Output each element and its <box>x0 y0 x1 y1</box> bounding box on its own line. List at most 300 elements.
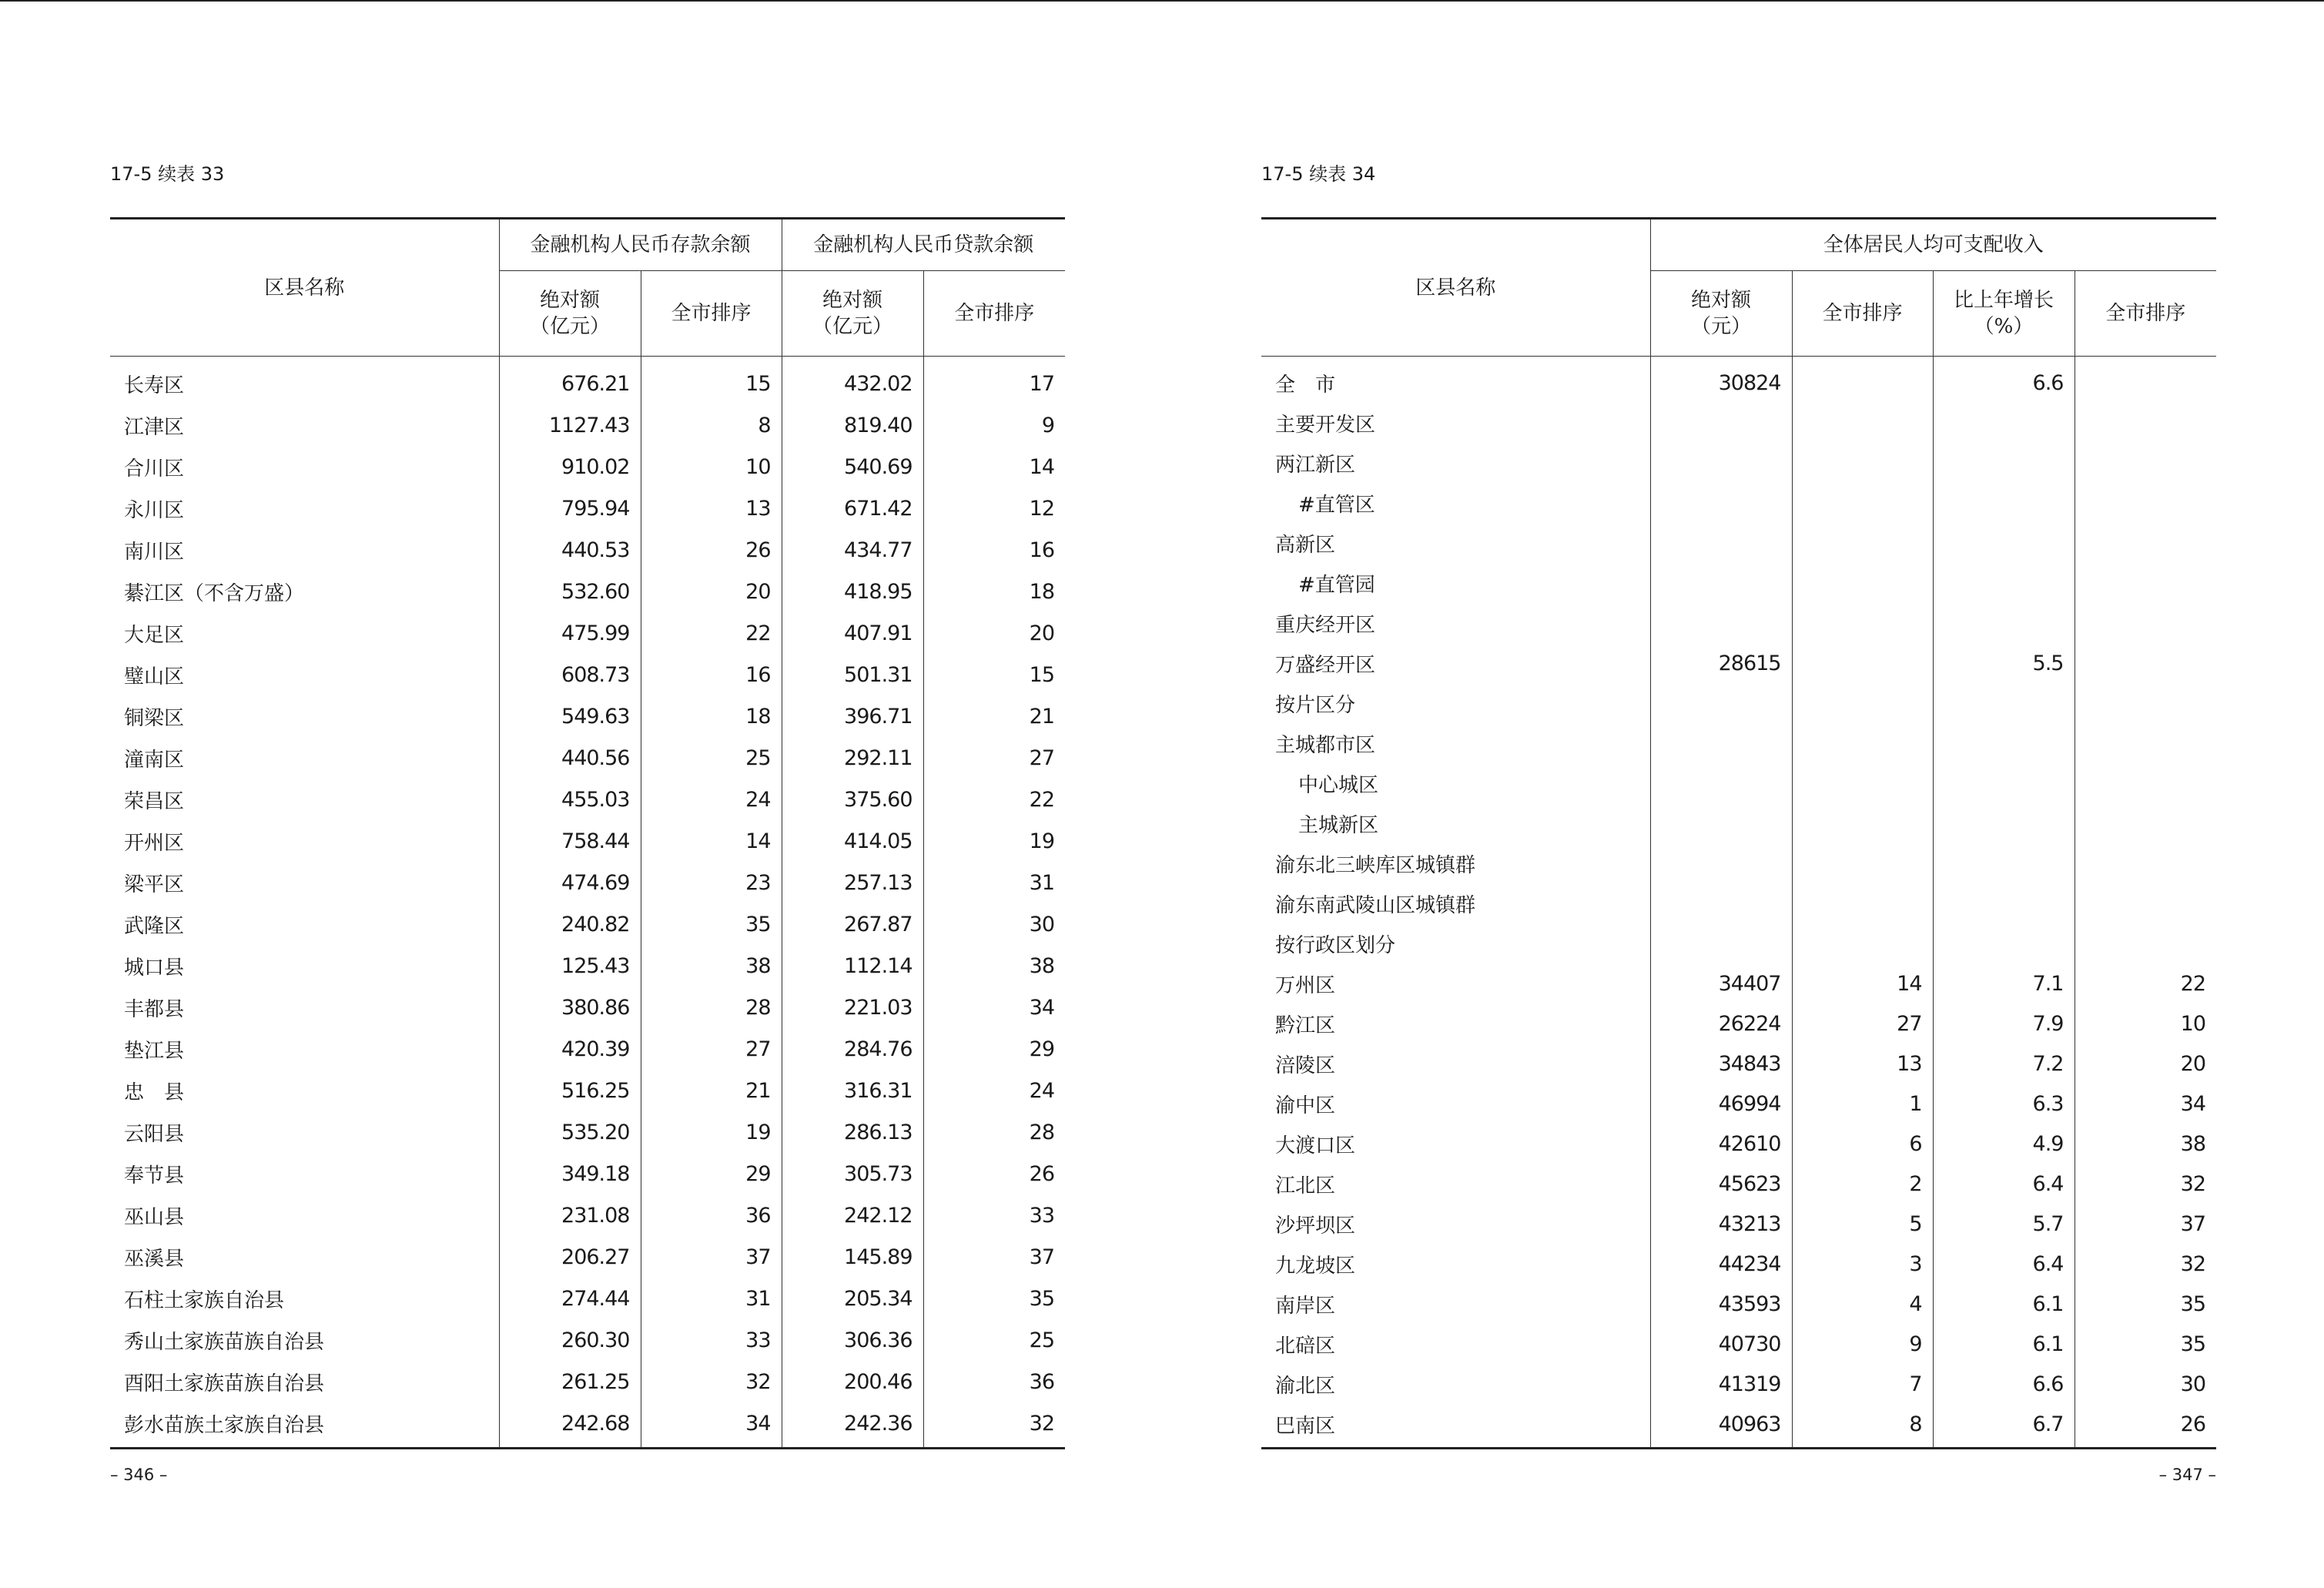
income-value: 28615 <box>1650 643 1792 683</box>
deposit-rank: 23 <box>641 862 782 903</box>
growth-value <box>1933 843 2075 883</box>
growth-rank: 22 <box>2075 963 2216 1003</box>
loan-value: 434.77 <box>782 529 923 571</box>
income-rank: 6 <box>1792 1124 1933 1164</box>
loan-value: 316.31 <box>782 1070 923 1111</box>
district-name: 北碚区 <box>1275 1334 1336 1358</box>
table-row <box>110 695 1065 737</box>
growth-rank: 34 <box>2075 1084 2216 1124</box>
deposit-value: 380.86 <box>499 987 641 1028</box>
table-row <box>1261 483 2216 523</box>
deposit-rank: 25 <box>641 737 782 779</box>
deposit-rank: 35 <box>641 903 782 945</box>
table-row <box>110 903 1065 945</box>
income-rank <box>1792 843 1933 883</box>
income-rank <box>1792 803 1933 843</box>
loan-rank: 30 <box>923 903 1065 945</box>
district-name: 铜梁区 <box>124 706 185 730</box>
table-row <box>110 1402 1065 1449</box>
district-name: 垫江县 <box>124 1039 185 1063</box>
deposit-rank: 34 <box>641 1402 782 1449</box>
growth-rank: 32 <box>2075 1164 2216 1204</box>
table-row <box>1261 563 2216 603</box>
district-name: 渝北区 <box>1275 1374 1336 1398</box>
table-row <box>110 404 1065 446</box>
header-deposit-rank: 全市排序 <box>641 271 782 357</box>
header-district-name: 区县名称 <box>1261 219 1650 357</box>
table-row <box>110 1236 1065 1278</box>
table-row <box>1261 1284 2216 1324</box>
right-page <box>1261 0 2216 1588</box>
income-rank <box>1792 443 1933 483</box>
income-rank: 7 <box>1792 1364 1933 1404</box>
district-name: 荣昌区 <box>124 789 185 813</box>
table-row <box>1261 763 2216 803</box>
growth-rank <box>2075 523 2216 563</box>
table-row <box>1261 843 2216 883</box>
district-name: 酉阳土家族苗族自治县 <box>124 1372 325 1395</box>
income-rank <box>1792 403 1933 443</box>
deposit-rank: 20 <box>641 571 782 612</box>
loan-rank: 29 <box>923 1028 1065 1070</box>
table-row <box>110 357 1065 405</box>
growth-value: 6.6 <box>1933 357 2075 404</box>
income-value: 45623 <box>1650 1164 1792 1204</box>
district-name: 按片区分 <box>1275 693 1356 717</box>
district-name: 秀山土家族苗族自治县 <box>124 1330 325 1354</box>
loan-value: 414.05 <box>782 820 923 862</box>
table-row <box>1261 523 2216 563</box>
loan-value: 205.34 <box>782 1278 923 1319</box>
loan-rank: 12 <box>923 487 1065 529</box>
district-name: 江北区 <box>1275 1174 1336 1198</box>
income-value: 26224 <box>1650 1003 1792 1044</box>
income-rank: 8 <box>1792 1404 1933 1449</box>
header-loan-balance: 金融机构人民币贷款余额 <box>782 219 1065 271</box>
header-district-name: 区县名称 <box>110 219 499 357</box>
income-value <box>1650 443 1792 483</box>
loan-value: 671.42 <box>782 487 923 529</box>
loan-rank: 36 <box>923 1361 1065 1402</box>
loan-rank: 27 <box>923 737 1065 779</box>
district-name: 江津区 <box>124 415 185 439</box>
district-name: #直管园 <box>1298 573 1375 597</box>
deposit-rank: 15 <box>641 357 782 405</box>
growth-rank <box>2075 563 2216 603</box>
header-growth-rank: 全市排序 <box>2075 271 2216 357</box>
district-name: 长寿区 <box>124 374 185 397</box>
income-value <box>1650 563 1792 603</box>
table-row <box>1261 1324 2216 1364</box>
loan-rank: 9 <box>923 404 1065 446</box>
district-name: 主城都市区 <box>1275 733 1376 757</box>
loan-rank: 25 <box>923 1319 1065 1361</box>
district-name: 巴南区 <box>1275 1414 1336 1438</box>
income-value <box>1650 803 1792 843</box>
income-value: 30824 <box>1650 357 1792 404</box>
table-row <box>110 820 1065 862</box>
district-name: 潼南区 <box>124 748 185 772</box>
income-rank: 13 <box>1792 1044 1933 1084</box>
growth-value <box>1933 523 2075 563</box>
table-row <box>110 1111 1065 1153</box>
deposit-rank: 36 <box>641 1194 782 1236</box>
table-row <box>110 737 1065 779</box>
table-row <box>110 987 1065 1028</box>
table-row <box>110 862 1065 903</box>
loan-value: 145.89 <box>782 1236 923 1278</box>
table-row <box>1261 357 2216 404</box>
table-row <box>110 612 1065 654</box>
deposit-value: 549.63 <box>499 695 641 737</box>
growth-rank: 20 <box>2075 1044 2216 1084</box>
district-name: 主城新区 <box>1298 813 1379 837</box>
table-row <box>110 487 1065 529</box>
loan-rank: 26 <box>923 1153 1065 1194</box>
left-table-title: 17-5 续表 33 <box>110 163 225 185</box>
loan-rank: 24 <box>923 1070 1065 1111</box>
growth-rank <box>2075 883 2216 923</box>
growth-rank <box>2075 403 2216 443</box>
growth-value: 5.5 <box>1933 643 2075 683</box>
header-loan-rank: 全市排序 <box>923 271 1065 357</box>
growth-value: 6.6 <box>1933 1364 2075 1404</box>
district-name: 黔江区 <box>1275 1013 1336 1037</box>
table-row <box>1261 923 2216 963</box>
table-row <box>1261 1164 2216 1204</box>
deposit-value: 474.69 <box>499 862 641 903</box>
growth-value <box>1933 483 2075 523</box>
loan-rank: 34 <box>923 987 1065 1028</box>
loan-value: 396.71 <box>782 695 923 737</box>
growth-rank <box>2075 843 2216 883</box>
loan-value: 540.69 <box>782 446 923 487</box>
district-name: 云阳县 <box>124 1122 185 1146</box>
deposit-rank: 16 <box>641 654 782 695</box>
growth-value <box>1933 803 2075 843</box>
growth-rank <box>2075 723 2216 763</box>
deposit-value: 758.44 <box>499 820 641 862</box>
district-name: 梁平区 <box>124 873 185 896</box>
deposit-value: 535.20 <box>499 1111 641 1153</box>
table-row <box>110 654 1065 695</box>
growth-value <box>1933 763 2075 803</box>
loan-value: 286.13 <box>782 1111 923 1153</box>
loan-value: 221.03 <box>782 987 923 1028</box>
income-table-body <box>1261 357 2216 1449</box>
district-name: 万盛经开区 <box>1275 653 1376 677</box>
growth-rank <box>2075 803 2216 843</box>
deposit-rank: 19 <box>641 1111 782 1153</box>
income-value <box>1650 843 1792 883</box>
deposit-rank: 26 <box>641 529 782 571</box>
deposit-rank: 32 <box>641 1361 782 1402</box>
district-name: 武隆区 <box>124 914 185 938</box>
loan-rank: 32 <box>923 1402 1065 1449</box>
deposit-rank: 22 <box>641 612 782 654</box>
table-row <box>1261 683 2216 723</box>
income-value <box>1650 523 1792 563</box>
deposit-value: 532.60 <box>499 571 641 612</box>
district-name: #直管区 <box>1298 493 1375 517</box>
district-name: 按行政区划分 <box>1275 933 1396 957</box>
table-row <box>1261 803 2216 843</box>
district-name: 忠 县 <box>124 1080 185 1104</box>
header-disposable-income: 全体居民人均可支配收入 <box>1650 219 2216 271</box>
district-name: 万州区 <box>1275 973 1336 997</box>
loan-value: 242.12 <box>782 1194 923 1236</box>
table-row <box>1261 1084 2216 1124</box>
table-row <box>110 1361 1065 1402</box>
growth-rank <box>2075 357 2216 404</box>
table-row <box>110 1319 1065 1361</box>
table-row <box>110 529 1065 571</box>
growth-value: 6.4 <box>1933 1244 2075 1284</box>
deposit-rank: 38 <box>641 945 782 987</box>
loan-rank: 15 <box>923 654 1065 695</box>
district-name: 九龙坡区 <box>1275 1254 1356 1278</box>
table-row <box>1261 963 2216 1003</box>
loan-rank: 20 <box>923 612 1065 654</box>
income-value <box>1650 483 1792 523</box>
deposit-rank: 10 <box>641 446 782 487</box>
deposit-value: 349.18 <box>499 1153 641 1194</box>
growth-value <box>1933 923 2075 963</box>
deposit-loan-table-body <box>110 357 1065 1449</box>
table-row <box>110 945 1065 987</box>
loan-rank: 38 <box>923 945 1065 987</box>
deposit-rank: 14 <box>641 820 782 862</box>
table-row <box>1261 643 2216 683</box>
income-rank: 2 <box>1792 1164 1933 1204</box>
deposit-value: 516.25 <box>499 1070 641 1111</box>
district-name: 高新区 <box>1275 533 1336 557</box>
deposit-value: 910.02 <box>499 446 641 487</box>
loan-value: 112.14 <box>782 945 923 987</box>
income-value: 34407 <box>1650 963 1792 1003</box>
income-value <box>1650 883 1792 923</box>
income-value <box>1650 923 1792 963</box>
loan-value: 375.60 <box>782 779 923 820</box>
deposit-rank: 13 <box>641 487 782 529</box>
growth-value: 5.7 <box>1933 1204 2075 1244</box>
growth-value: 6.1 <box>1933 1284 2075 1324</box>
table-row <box>110 571 1065 612</box>
district-name: 丰都县 <box>124 997 185 1021</box>
loan-rank: 28 <box>923 1111 1065 1153</box>
loan-rank: 35 <box>923 1278 1065 1319</box>
loan-value: 284.76 <box>782 1028 923 1070</box>
growth-value: 6.1 <box>1933 1324 2075 1364</box>
income-table <box>1261 217 2216 1449</box>
income-rank <box>1792 683 1933 723</box>
growth-value <box>1933 683 2075 723</box>
loan-value: 819.40 <box>782 404 923 446</box>
growth-value <box>1933 403 2075 443</box>
deposit-rank: 18 <box>641 695 782 737</box>
table-row <box>110 1070 1065 1111</box>
table-row <box>110 779 1065 820</box>
growth-value <box>1933 563 2075 603</box>
district-name: 开州区 <box>124 831 185 855</box>
table-row <box>110 1153 1065 1194</box>
income-value: 34843 <box>1650 1044 1792 1084</box>
deposit-rank: 21 <box>641 1070 782 1111</box>
deposit-rank: 29 <box>641 1153 782 1194</box>
district-name: 全 市 <box>1275 373 1336 397</box>
left-page <box>110 0 1065 1588</box>
growth-rank <box>2075 763 2216 803</box>
district-name: 渝东南武陵山区城镇群 <box>1275 893 1476 917</box>
district-name: 南川区 <box>124 540 185 564</box>
deposit-value: 440.53 <box>499 529 641 571</box>
table-row <box>1261 403 2216 443</box>
district-name: 璧山区 <box>124 665 185 688</box>
deposit-value: 274.44 <box>499 1278 641 1319</box>
district-name: 中心城区 <box>1298 773 1379 797</box>
table-row <box>1261 1244 2216 1284</box>
income-value: 41319 <box>1650 1364 1792 1404</box>
income-rank <box>1792 643 1933 683</box>
loan-value: 407.91 <box>782 612 923 654</box>
growth-value: 6.4 <box>1933 1164 2075 1204</box>
district-name: 大渡口区 <box>1275 1134 1356 1157</box>
income-value: 40730 <box>1650 1324 1792 1364</box>
growth-value: 4.9 <box>1933 1124 2075 1164</box>
growth-rank: 10 <box>2075 1003 2216 1044</box>
growth-rank <box>2075 483 2216 523</box>
income-value: 43213 <box>1650 1204 1792 1244</box>
district-name: 奉节县 <box>124 1164 185 1188</box>
income-rank: 9 <box>1792 1324 1933 1364</box>
deposit-value: 125.43 <box>499 945 641 987</box>
district-name: 南岸区 <box>1275 1294 1336 1318</box>
table-row <box>1261 1124 2216 1164</box>
district-name: 主要开发区 <box>1275 413 1376 437</box>
loan-rank: 33 <box>923 1194 1065 1236</box>
deposit-value: 261.25 <box>499 1361 641 1402</box>
income-rank <box>1792 923 1933 963</box>
income-rank: 27 <box>1792 1003 1933 1044</box>
growth-rank <box>2075 443 2216 483</box>
table-row <box>1261 1044 2216 1084</box>
growth-value <box>1933 603 2075 643</box>
growth-rank: 35 <box>2075 1324 2216 1364</box>
deposit-value: 440.56 <box>499 737 641 779</box>
deposit-value: 608.73 <box>499 654 641 695</box>
district-name: 巫溪县 <box>124 1247 185 1271</box>
income-rank <box>1792 603 1933 643</box>
loan-value: 242.36 <box>782 1402 923 1449</box>
income-value: 43593 <box>1650 1284 1792 1324</box>
deposit-rank: 33 <box>641 1319 782 1361</box>
table-row <box>1261 603 2216 643</box>
header-deposit-balance: 金融机构人民币存款余额 <box>499 219 782 271</box>
growth-value: 7.1 <box>1933 963 2075 1003</box>
table-row <box>110 1028 1065 1070</box>
growth-rank: 32 <box>2075 1244 2216 1284</box>
growth-value: 7.2 <box>1933 1044 2075 1084</box>
district-name: 彭水苗族土家族自治县 <box>124 1413 325 1437</box>
income-value: 46994 <box>1650 1084 1792 1124</box>
growth-rank <box>2075 643 2216 683</box>
deposit-value: 420.39 <box>499 1028 641 1070</box>
income-rank: 4 <box>1792 1284 1933 1324</box>
table-row <box>110 1278 1065 1319</box>
deposit-value: 231.08 <box>499 1194 641 1236</box>
income-rank <box>1792 357 1933 404</box>
district-name: 沙坪坝区 <box>1275 1214 1356 1238</box>
growth-rank <box>2075 683 2216 723</box>
loan-rank: 14 <box>923 446 1065 487</box>
district-name: 綦江区（不含万盛） <box>124 581 305 605</box>
table-row <box>110 446 1065 487</box>
loan-value: 267.87 <box>782 903 923 945</box>
income-rank: 14 <box>1792 963 1933 1003</box>
loan-value: 432.02 <box>782 357 923 405</box>
district-name: 重庆经开区 <box>1275 613 1376 637</box>
district-name: 巫山县 <box>124 1205 185 1229</box>
district-name: 永川区 <box>124 498 185 522</box>
income-value: 44234 <box>1650 1244 1792 1284</box>
loan-value: 306.36 <box>782 1319 923 1361</box>
deposit-rank: 8 <box>641 404 782 446</box>
growth-rank: 30 <box>2075 1364 2216 1404</box>
district-name: 大足区 <box>124 623 185 647</box>
income-rank <box>1792 483 1933 523</box>
header-income-growth: 比上年增长 （%） <box>1933 271 2075 357</box>
growth-value <box>1933 723 2075 763</box>
right-page-number: – 347 – <box>2158 1466 2216 1484</box>
income-rank: 3 <box>1792 1244 1933 1284</box>
deposit-loan-table <box>110 217 1065 1449</box>
table-row <box>110 1194 1065 1236</box>
deposit-value: 206.27 <box>499 1236 641 1278</box>
income-value <box>1650 603 1792 643</box>
district-name: 城口县 <box>124 956 185 980</box>
growth-value: 7.9 <box>1933 1003 2075 1044</box>
income-rank <box>1792 523 1933 563</box>
deposit-rank: 37 <box>641 1236 782 1278</box>
growth-value: 6.7 <box>1933 1404 2075 1449</box>
loan-rank: 37 <box>923 1236 1065 1278</box>
income-rank: 1 <box>1792 1084 1933 1124</box>
loan-rank: 18 <box>923 571 1065 612</box>
deposit-value: 1127.43 <box>499 404 641 446</box>
growth-value <box>1933 883 2075 923</box>
table-row <box>1261 883 2216 923</box>
district-name: 涪陵区 <box>1275 1054 1336 1077</box>
left-page-number: – 346 – <box>110 1466 168 1484</box>
district-name: 两江新区 <box>1275 453 1356 477</box>
income-rank <box>1792 723 1933 763</box>
growth-rank: 26 <box>2075 1404 2216 1449</box>
district-name: 渝东北三峡库区城镇群 <box>1275 853 1476 877</box>
loan-value: 305.73 <box>782 1153 923 1194</box>
income-value: 42610 <box>1650 1124 1792 1164</box>
income-value: 40963 <box>1650 1404 1792 1449</box>
table-row <box>1261 1404 2216 1449</box>
growth-value: 6.3 <box>1933 1084 2075 1124</box>
deposit-value: 475.99 <box>499 612 641 654</box>
deposit-rank: 24 <box>641 779 782 820</box>
income-rank <box>1792 763 1933 803</box>
header-income-rank: 全市排序 <box>1792 271 1933 357</box>
deposit-value: 242.68 <box>499 1402 641 1449</box>
growth-rank <box>2075 923 2216 963</box>
right-table-title: 17-5 续表 34 <box>1261 163 1376 185</box>
table-row <box>1261 723 2216 763</box>
